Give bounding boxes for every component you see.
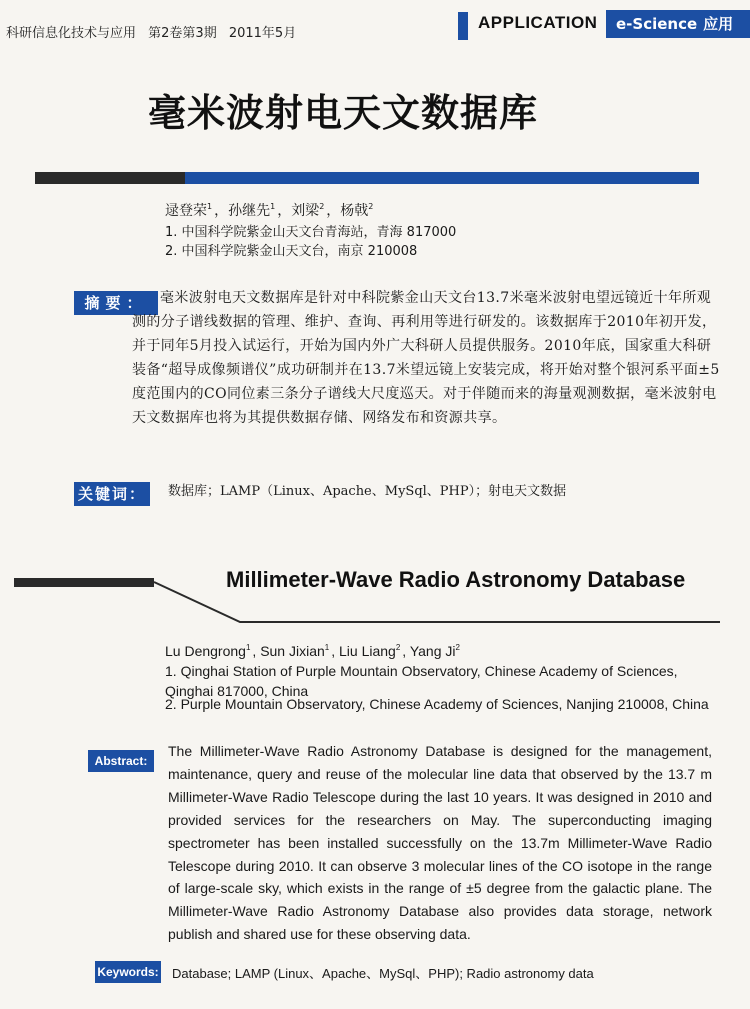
- english-authors: Lu Dengrong$^1$ , Sun Jixian$^1$ , Liu Liang$^2$ , Yang Ji$^2$: [165, 643, 460, 659]
- journal-date: 2011年5月: [228, 26, 297, 41]
- author: Lu Dengrong$^1$: [165, 643, 251, 659]
- author: Liu Liang$^2$: [339, 643, 401, 659]
- journal-header: [6, 22, 304, 41]
- chinese-title: 毫米波射电天文数据库: [148, 91, 539, 135]
- english-affiliation-1b: Qinghai 817000, China: [165, 683, 309, 699]
- chinese-keywords: 数据库；LAMP（Linux、Apache、MySql、PHP）；射电天文数据: [168, 484, 567, 499]
- chinese-keywords-label: 关键词：: [74, 482, 150, 506]
- section-badge: [606, 10, 750, 38]
- chinese-authors: 逯登荣$^1$ ，孙继先$^1$ ，刘梁$^2$ ，杨戟$^2$: [165, 202, 374, 219]
- chinese-abstract-label: 摘要：: [74, 291, 158, 315]
- section-badge-cn: 应用: [703, 15, 734, 33]
- chinese-title-rule: [35, 170, 699, 184]
- header-accent-bar: [458, 12, 468, 40]
- rule-dark-segment: [35, 172, 185, 184]
- english-affiliation-2: 2. Purple Mountain Observatory, Chinese Academy of Sciences, Nanjing 210008, China: [165, 696, 709, 712]
- english-abstract-label: Abstract:: [88, 750, 154, 772]
- chinese-abstract: 毫米波射电天文数据库是针对中科院紫金山天文台13.7米毫米波射电望远镜近十年所观测的分子谱线数据的管理、维护、查询、再利用等进行研发的。该数据库于2010年初开发，并于同年5月投入试运行，开始为国内外广大科研人员提供服务。2010年底，国家重大科研装备“超导成像频谱仪”成功研制并在13.7米望远镜上安装完成，将开始对整个银河系平面±5度范围内的CO同位素三条分子谱线大尺度巡天。对于伴随而来的海量观测数据，毫米波射电天文数据库也将为其提供数据存储、网络发布和资源共享。: [132, 290, 720, 426]
- chinese-affiliation-1: 1. 中国科学院紫金山天文台青海站，青海 817000: [165, 225, 457, 240]
- english-affiliation-1a: 1. Qinghai Station of Purple Mountain Observatory, Chinese Academy of Sciences,: [165, 663, 678, 679]
- journal-name: 科研信息化技术与应用: [6, 26, 137, 41]
- section-label: APPLICATION: [478, 13, 598, 32]
- author: Sun Jixian$^1$: [260, 643, 330, 659]
- author: 刘梁$^2$: [291, 202, 325, 219]
- journal-issue: 第2卷第3期: [148, 26, 217, 41]
- english-abstract: The Millimeter-Wave Radio Astronomy Database is designed for the management, maintenance, query and reuse of the molecular line data that observed by the 13.7 m Millimeter-Wave Radio Telescope during the last 10 years. It was designed in 2010 and provided services for the researchers on May. The superconducting imaging spectrometer has been installed successfully on the 13.7m Millimeter-Wave Radio Telescope during 2010. It can observe 3 molecular lines of the CO isotope in the range of large-scale sky, which exists in the range of ±5 degree from the galactic plane. The Millimeter-Wave Radio Astronomy Database also provides data storage, network publish and shared use for these observing data.: [168, 743, 712, 943]
- author: Yang Ji$^2$: [409, 643, 460, 659]
- author: 孙继先$^1$: [228, 202, 276, 219]
- section-badge-en: e-Science: [616, 15, 698, 33]
- rule-blue-segment: [185, 172, 699, 184]
- english-keywords: Database; LAMP (Linux、Apache、MySql、PHP); Radio astronomy data: [172, 966, 594, 981]
- chinese-affiliation-2: 2. 中国科学院紫金山天文台，南京 210008: [165, 244, 418, 259]
- author: 杨戟$^2$: [340, 202, 374, 219]
- english-keywords-label: Keywords:: [95, 961, 161, 983]
- english-title: Millimeter-Wave Radio Astronomy Database: [226, 567, 686, 592]
- author: 逯登荣$^1$: [165, 202, 213, 219]
